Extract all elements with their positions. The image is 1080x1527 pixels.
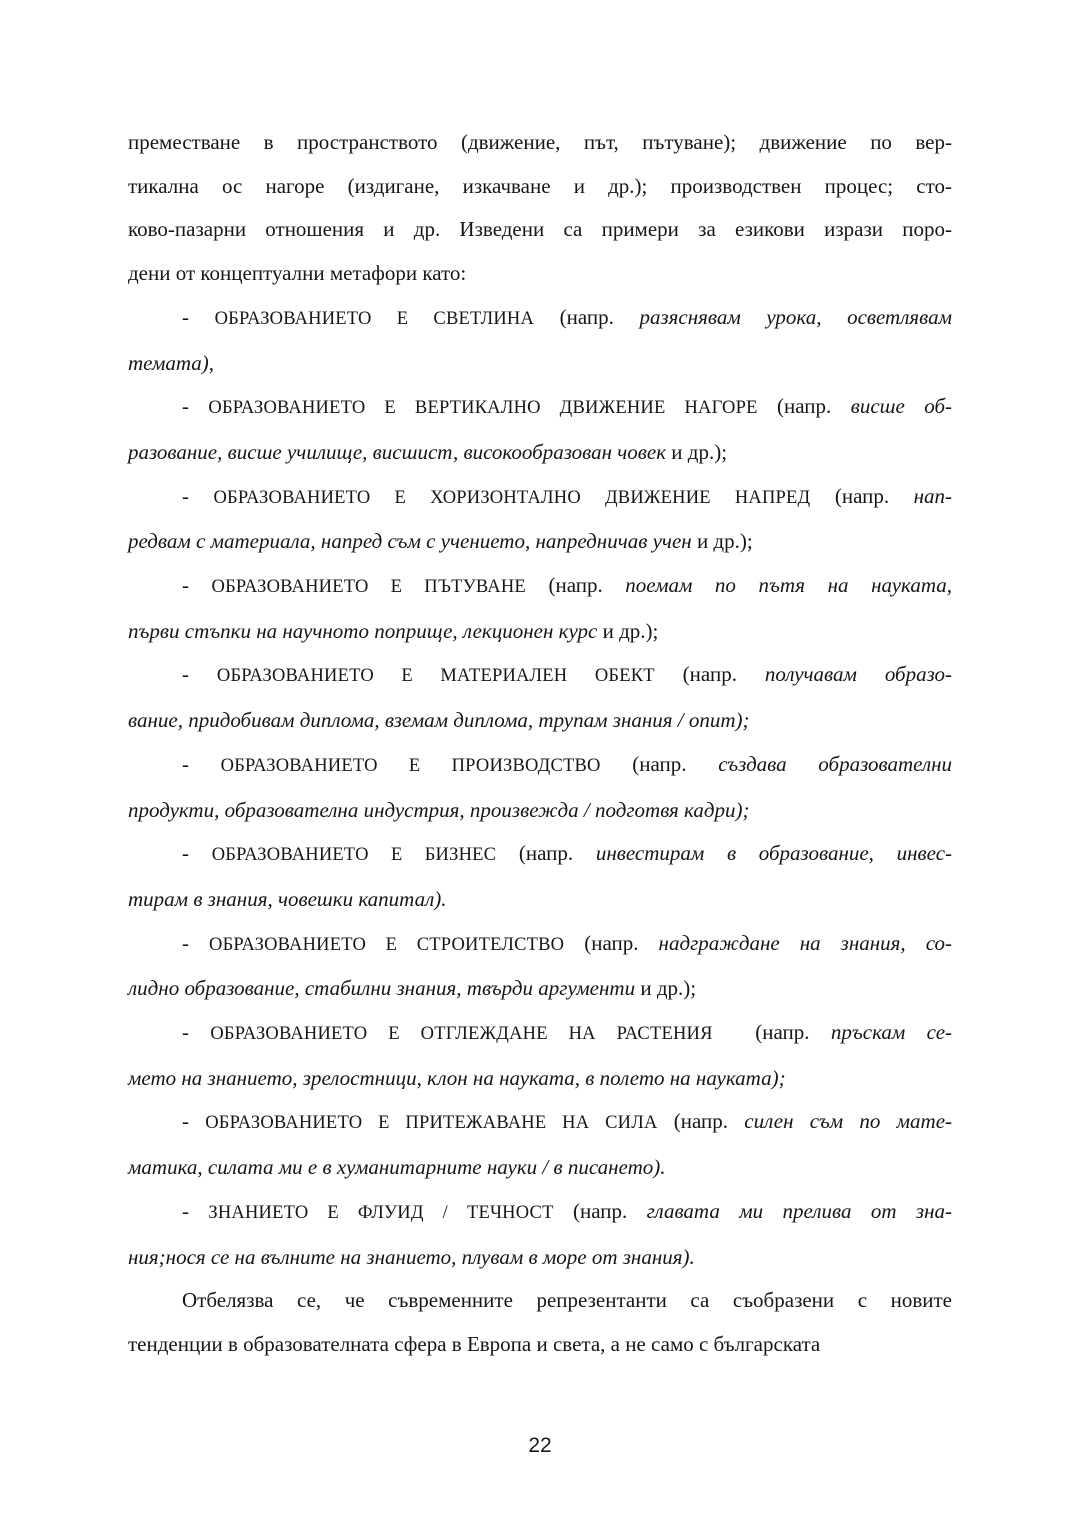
text-segment: (напр. bbox=[525, 573, 626, 598]
text-segment: Отбелязва се, че съвременните репрезентанти са съобразени с новите bbox=[182, 1288, 952, 1313]
text-line bbox=[128, 878, 952, 922]
text-segment: разование, висше училище, висшист, високообразован човек bbox=[128, 439, 667, 464]
text-line bbox=[128, 431, 952, 475]
text-segment: тенденции в образователната сфера в Европа и света, а не само с българската bbox=[128, 1331, 821, 1356]
text-segment: - bbox=[182, 483, 214, 508]
text-segment: ОБРАЗОВАНИЕТО Е СВЕТЛИНА bbox=[214, 308, 535, 329]
text-segment: ково-пазарни отношения и др. Изведени са примери за езикови изрази поро- bbox=[128, 217, 952, 242]
text-segment: (напр. bbox=[657, 1109, 745, 1134]
text-line bbox=[128, 1323, 952, 1367]
text-segment: - bbox=[182, 751, 221, 776]
text-line bbox=[128, 165, 952, 209]
text-segment: ОБРАЗОВАНИЕТО Е СТРОИТЕЛСТВО bbox=[209, 934, 565, 955]
text-segment: (напр. bbox=[810, 483, 914, 508]
text-segment: създава образователни bbox=[718, 751, 953, 776]
text-segment: (напр. bbox=[534, 304, 640, 329]
text-segment: ОБРАЗОВАНИЕТО Е ПРИТЕЖАВАНЕ НА СИЛА bbox=[205, 1113, 658, 1134]
paragraph bbox=[128, 1011, 952, 1100]
text-line bbox=[128, 699, 952, 743]
text-line bbox=[128, 653, 952, 699]
text-line bbox=[128, 967, 952, 1011]
text-segment: ОБРАЗОВАНИЕТО Е ПЪТУВАНЕ bbox=[211, 577, 526, 598]
text-segment: - bbox=[182, 662, 217, 687]
text-line bbox=[128, 1190, 952, 1236]
text-segment: - bbox=[182, 1020, 211, 1045]
text-segment: лидно образование, стабилни знания, твърди аргументи bbox=[128, 976, 636, 1001]
text-segment: ОБРАЗОВАНИЕТО Е ВЕРТИКАЛНО ДВИЖЕНИЕ НАГОРЕ bbox=[208, 398, 758, 419]
text-segment: - bbox=[182, 930, 210, 955]
text-segment: - bbox=[182, 573, 212, 598]
text-segment: силен съм по мате- bbox=[744, 1109, 953, 1134]
text-line bbox=[128, 121, 952, 165]
text-line bbox=[128, 922, 952, 968]
text-segment: (напр. bbox=[654, 662, 765, 687]
text-segment: продукти, образователна индустрия, произвежда / подготвя кадри); bbox=[128, 797, 750, 822]
text-line bbox=[128, 208, 952, 252]
text-segment: - bbox=[182, 841, 212, 866]
text-line bbox=[128, 743, 952, 789]
paragraph bbox=[128, 475, 952, 564]
text-line bbox=[128, 342, 952, 386]
text-segment: поемам по пътя на науката, bbox=[625, 573, 952, 598]
text-line bbox=[128, 252, 952, 296]
text-line bbox=[128, 789, 952, 833]
text-line bbox=[128, 1011, 952, 1057]
text-segment: ОБРАЗОВАНИЕТО Е МАТЕРИАЛЕН ОБЕКТ bbox=[216, 666, 655, 687]
text-segment: ОБРАЗОВАНИЕТО Е ПРОИЗВОДСТВО bbox=[220, 755, 601, 776]
paragraph bbox=[128, 743, 952, 832]
text-segment: - bbox=[182, 394, 209, 419]
text-segment: мето на знанието, зрелостници, клон на науката, в полето на науката); bbox=[128, 1065, 786, 1090]
paragraph bbox=[128, 653, 952, 742]
text-segment: ОБРАЗОВАНИЕТО Е БИЗНЕС bbox=[211, 845, 497, 866]
paragraph bbox=[128, 1100, 952, 1189]
text-segment: пръскам се- bbox=[830, 1020, 953, 1045]
text-segment: (напр. bbox=[496, 841, 596, 866]
text-segment: дени от концептуални метафори като: bbox=[128, 261, 467, 286]
text-segment: тирам в знания, човешки капитал). bbox=[128, 886, 447, 911]
text-segment: вание, придобивам диплома, вземам диплома, трупам знания / опит); bbox=[128, 708, 750, 733]
text-segment: (напр. bbox=[553, 1198, 647, 1223]
paragraph bbox=[128, 296, 952, 385]
text-segment: (напр. bbox=[564, 930, 659, 955]
paragraph bbox=[128, 564, 952, 653]
text-line bbox=[128, 564, 952, 610]
text-line bbox=[128, 1279, 952, 1323]
text-line bbox=[128, 832, 952, 878]
text-segment: - bbox=[182, 1198, 209, 1223]
text-segment: надграждане на знания, со- bbox=[658, 930, 952, 955]
text-line bbox=[128, 475, 952, 521]
document-body bbox=[128, 121, 952, 1367]
text-segment: тикална ос нагоре (издигане, изкачване и др.); производствен процес; сто- bbox=[128, 173, 952, 198]
paragraph bbox=[128, 385, 952, 474]
text-segment: инвестирам в образование, инвес- bbox=[595, 841, 953, 866]
text-segment: ЗНАНИЕТО Е ФЛУИД / ТЕЧНОСТ bbox=[208, 1202, 554, 1223]
text-segment: получавам образо- bbox=[764, 662, 953, 687]
text-line bbox=[128, 1100, 952, 1146]
text-segment: и др.); bbox=[666, 439, 728, 464]
text-segment: и др.); bbox=[635, 976, 697, 1001]
text-segment: ОБРАЗОВАНИЕТО Е ХОРИЗОНТАЛНО ДВИЖЕНИЕ НАПРЕД bbox=[213, 487, 811, 508]
page-number: 22 bbox=[528, 1434, 552, 1457]
text-segment: редвам с материала, напред съм с учението, напредничав учен bbox=[128, 529, 692, 554]
text-segment: - bbox=[182, 304, 215, 329]
text-line bbox=[128, 610, 952, 654]
text-segment: (напр. bbox=[712, 1020, 831, 1045]
paragraph bbox=[128, 832, 952, 921]
text-segment: матика, силата ми е в хуманитарните науки / в писането). bbox=[128, 1155, 666, 1180]
text-segment: преместване в пространството (движение, път, пътуване); движение по вер- bbox=[128, 130, 952, 154]
text-line bbox=[128, 385, 952, 431]
text-segment: (напр. bbox=[600, 751, 719, 776]
text-segment: ния;нося се на вълните на знанието, плувам в море от знания). bbox=[128, 1244, 695, 1269]
text-line bbox=[128, 1146, 952, 1190]
text-segment: нап- bbox=[913, 483, 953, 508]
paragraph bbox=[128, 1279, 952, 1366]
text-segment: ОБРАЗОВАНИЕТО Е ОТГЛЕЖДАНЕ НА РАСТЕНИЯ bbox=[210, 1024, 713, 1045]
text-line bbox=[128, 520, 952, 564]
text-segment: първи стъпки на научното поприще, лекционен курс bbox=[128, 618, 598, 643]
text-segment: темата), bbox=[128, 350, 215, 375]
text-line bbox=[128, 1236, 952, 1280]
text-segment: (напр. bbox=[757, 394, 851, 419]
paragraph bbox=[128, 121, 952, 296]
text-line bbox=[128, 296, 952, 342]
text-segment: главата ми прелива от зна- bbox=[646, 1198, 952, 1223]
text-segment: и др.); bbox=[691, 529, 753, 554]
paragraph bbox=[128, 1190, 952, 1279]
text-segment: и др.); bbox=[597, 618, 659, 643]
text-segment: висше об- bbox=[850, 394, 953, 419]
text-segment: - bbox=[182, 1109, 206, 1134]
text-segment: разяснявам урока, осветлявам bbox=[639, 304, 953, 329]
paragraph bbox=[128, 922, 952, 1011]
text-line bbox=[128, 1057, 952, 1101]
